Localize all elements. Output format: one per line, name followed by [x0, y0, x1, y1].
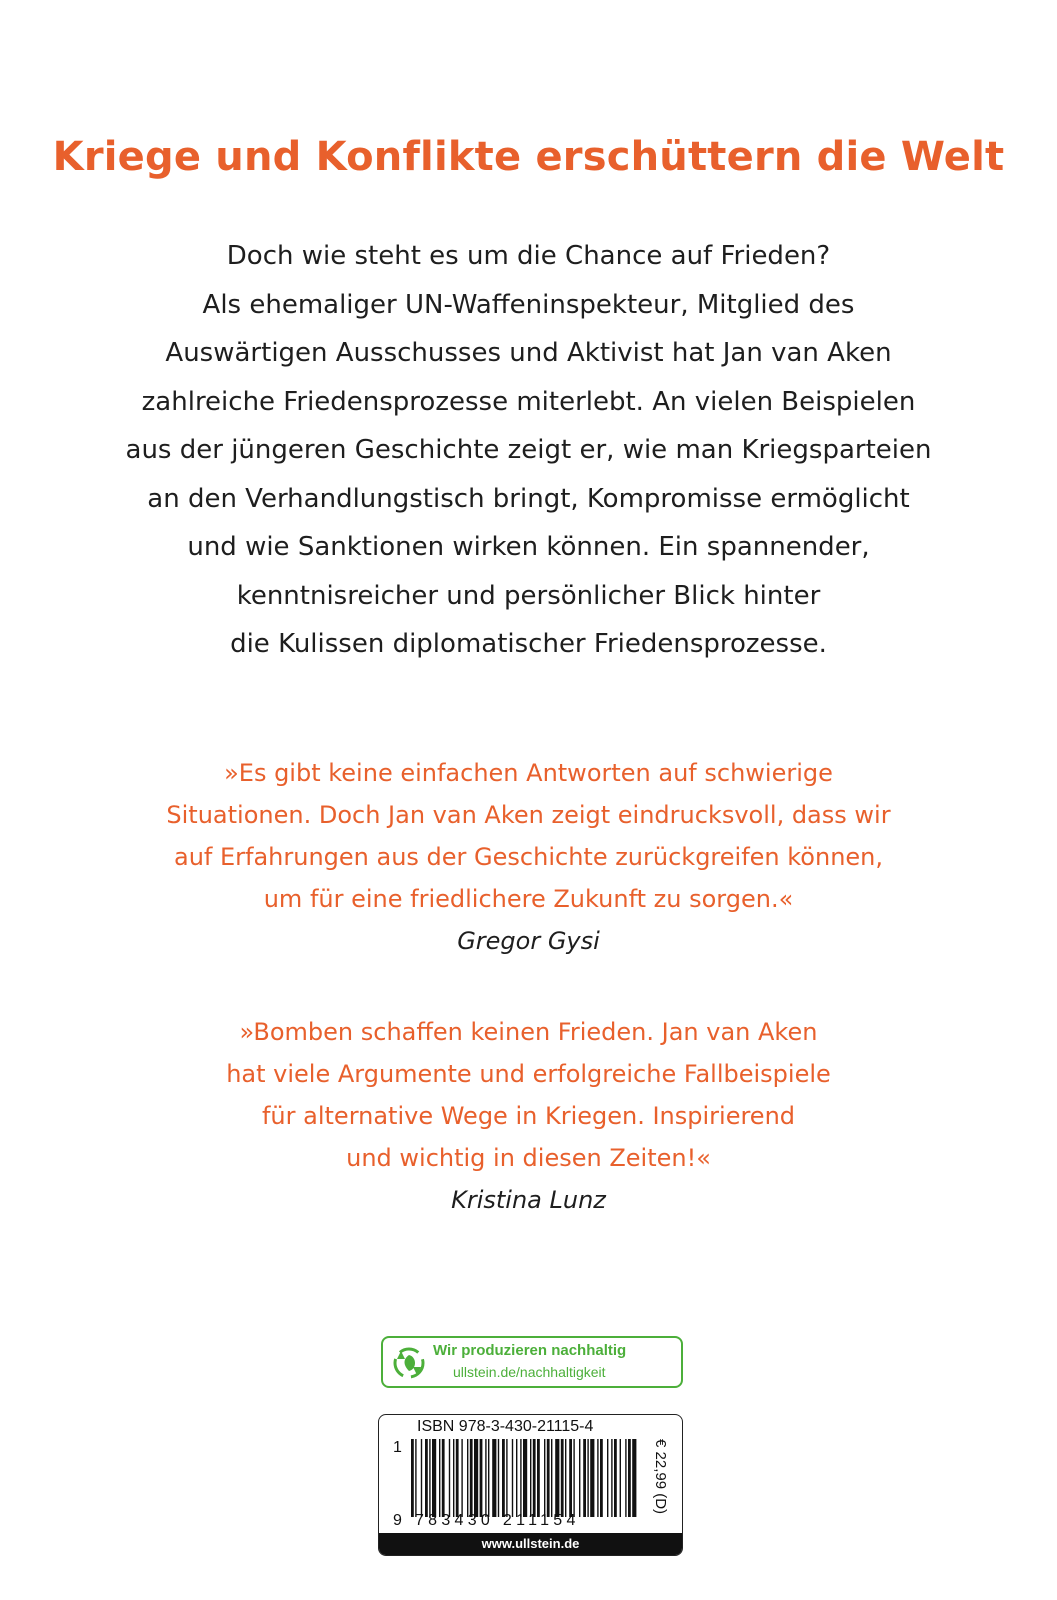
barcode-bar [439, 1439, 440, 1517]
barcode-bar [587, 1439, 588, 1517]
barcode-bar [625, 1439, 626, 1517]
quote-line: und wichtig in diesen Zeiten!« [346, 1144, 711, 1172]
description-line: zahlreiche Friedensprozesse miterlebt. An vielen Beispielen [141, 386, 916, 417]
headline: Kriege und Konflikte erschüttern die Welt [52, 134, 1005, 180]
quote-line: um für eine friedlichere Zukunft zu sorgen.« [263, 885, 794, 913]
barcode-bar [533, 1439, 536, 1517]
barcode-bar [512, 1439, 513, 1517]
quote-line: »Es gibt keine einfachen Antworten auf schwierige [224, 759, 833, 787]
barcode-bar [537, 1439, 540, 1517]
barcode-bar [614, 1439, 617, 1517]
sustainability-badge [381, 1336, 683, 1388]
barcode-bar [600, 1439, 603, 1517]
barcode-bar [590, 1439, 594, 1517]
quote-line: für alternative Wege in Kriegen. Inspirierend [261, 1102, 796, 1130]
barcode-bar [597, 1439, 598, 1517]
barcode-bar [620, 1439, 621, 1517]
barcode-bar [492, 1439, 496, 1517]
barcode-bar [579, 1439, 580, 1517]
barcode-bar [498, 1439, 499, 1517]
barcode-bar [632, 1439, 636, 1517]
barcode-bar [502, 1439, 505, 1517]
description-line: kenntnisreicher und persönlicher Blick hinter [236, 580, 821, 611]
barcode-bar [607, 1439, 608, 1517]
barcode-bar [551, 1439, 552, 1517]
barcode-bar [411, 1439, 414, 1517]
barcode-bar [516, 1439, 517, 1517]
barcode-bar [429, 1439, 430, 1517]
barcode-bar [442, 1439, 445, 1517]
barcode-bar [449, 1439, 450, 1517]
barcode-bar [544, 1439, 545, 1517]
price-label: € 22,99 (D) [652, 1439, 669, 1515]
barcode-bar [425, 1439, 428, 1517]
barcode-bar [555, 1439, 559, 1517]
barcode-bar [470, 1439, 473, 1517]
recycle-leaf-icon [389, 1343, 429, 1383]
barcode-bar [520, 1439, 521, 1517]
barcode-bar [583, 1439, 586, 1517]
barcode-bar [480, 1439, 483, 1517]
barcode-bar [573, 1439, 574, 1517]
barcode-bar [461, 1439, 462, 1517]
quote-gysi [80, 752, 977, 962]
barcode-bar [485, 1439, 486, 1517]
quote-author: Gregor Gysi [457, 927, 600, 955]
barcode-bar [432, 1439, 436, 1517]
barcode-bar [506, 1439, 507, 1517]
quote-line: »Bomben schaffen keinen Frieden. Jan van Aken [239, 1018, 818, 1046]
barcode-bar [547, 1439, 550, 1517]
description-line: aus der jüngeren Geschichte zeigt er, wie man Kriegsparteien [125, 435, 932, 465]
barcode-bars [411, 1439, 637, 1517]
sustainability-url[interactable]: ullstein.de/nachhaltigkeit [453, 1364, 606, 1380]
barcode-bar [467, 1439, 468, 1517]
barcode-bar [421, 1439, 422, 1517]
barcode-bar [474, 1439, 478, 1517]
barcode-bar [561, 1439, 564, 1517]
barcode-bar [611, 1439, 612, 1517]
barcode-bar [488, 1439, 489, 1517]
barcode-bar [530, 1439, 531, 1517]
isbn-label: ISBN 978-3-430-21115-4 [417, 1418, 594, 1435]
quote-line: hat viele Argumente und erfolgreiche Fallbeispiele [226, 1060, 831, 1088]
description-text [60, 232, 997, 669]
quote-line: Situationen. Doch Jan van Aken zeigt eindrucksvoll, dass wir [166, 801, 891, 829]
publisher-website[interactable]: www.ullstein.de [379, 1533, 682, 1555]
barcode-addon-digit: 1 [393, 1439, 402, 1456]
barcode-bar [523, 1439, 527, 1517]
description-line: und wie Sanktionen wirken können. Ein spannender, [187, 532, 870, 562]
barcode-bar [569, 1439, 572, 1517]
quote-line: auf Erfahrungen aus der Geschichte zurückgreifen können, [173, 843, 884, 871]
description-line: Auswärtigen Ausschusses und Aktivist hat Jan van Aken [165, 338, 892, 368]
barcode-bar [628, 1439, 631, 1517]
description-line: Als ehemaliger UN-Waffeninspekteur, Mitglied des [202, 289, 855, 320]
description-line: Doch wie steht es um die Chance auf Frieden? [226, 241, 831, 271]
barcode-digits: 9 783430 211154 [393, 1512, 580, 1529]
barcode-bar [453, 1439, 454, 1517]
quote-lunz [80, 1011, 977, 1221]
barcode-bar [415, 1439, 416, 1517]
barcode-bar [456, 1439, 459, 1517]
sustainability-title: Wir produzieren nachhaltig [433, 1342, 627, 1359]
quote-author: Kristina Lunz [451, 1186, 606, 1214]
description-line: die Kulissen diplomatischer Friedensprozesse. [230, 629, 827, 659]
isbn-barcode-box [378, 1414, 683, 1556]
barcode-bar [565, 1439, 566, 1517]
description-line: an den Verhandlungstisch bringt, Kompromisse ermöglicht [147, 483, 910, 514]
